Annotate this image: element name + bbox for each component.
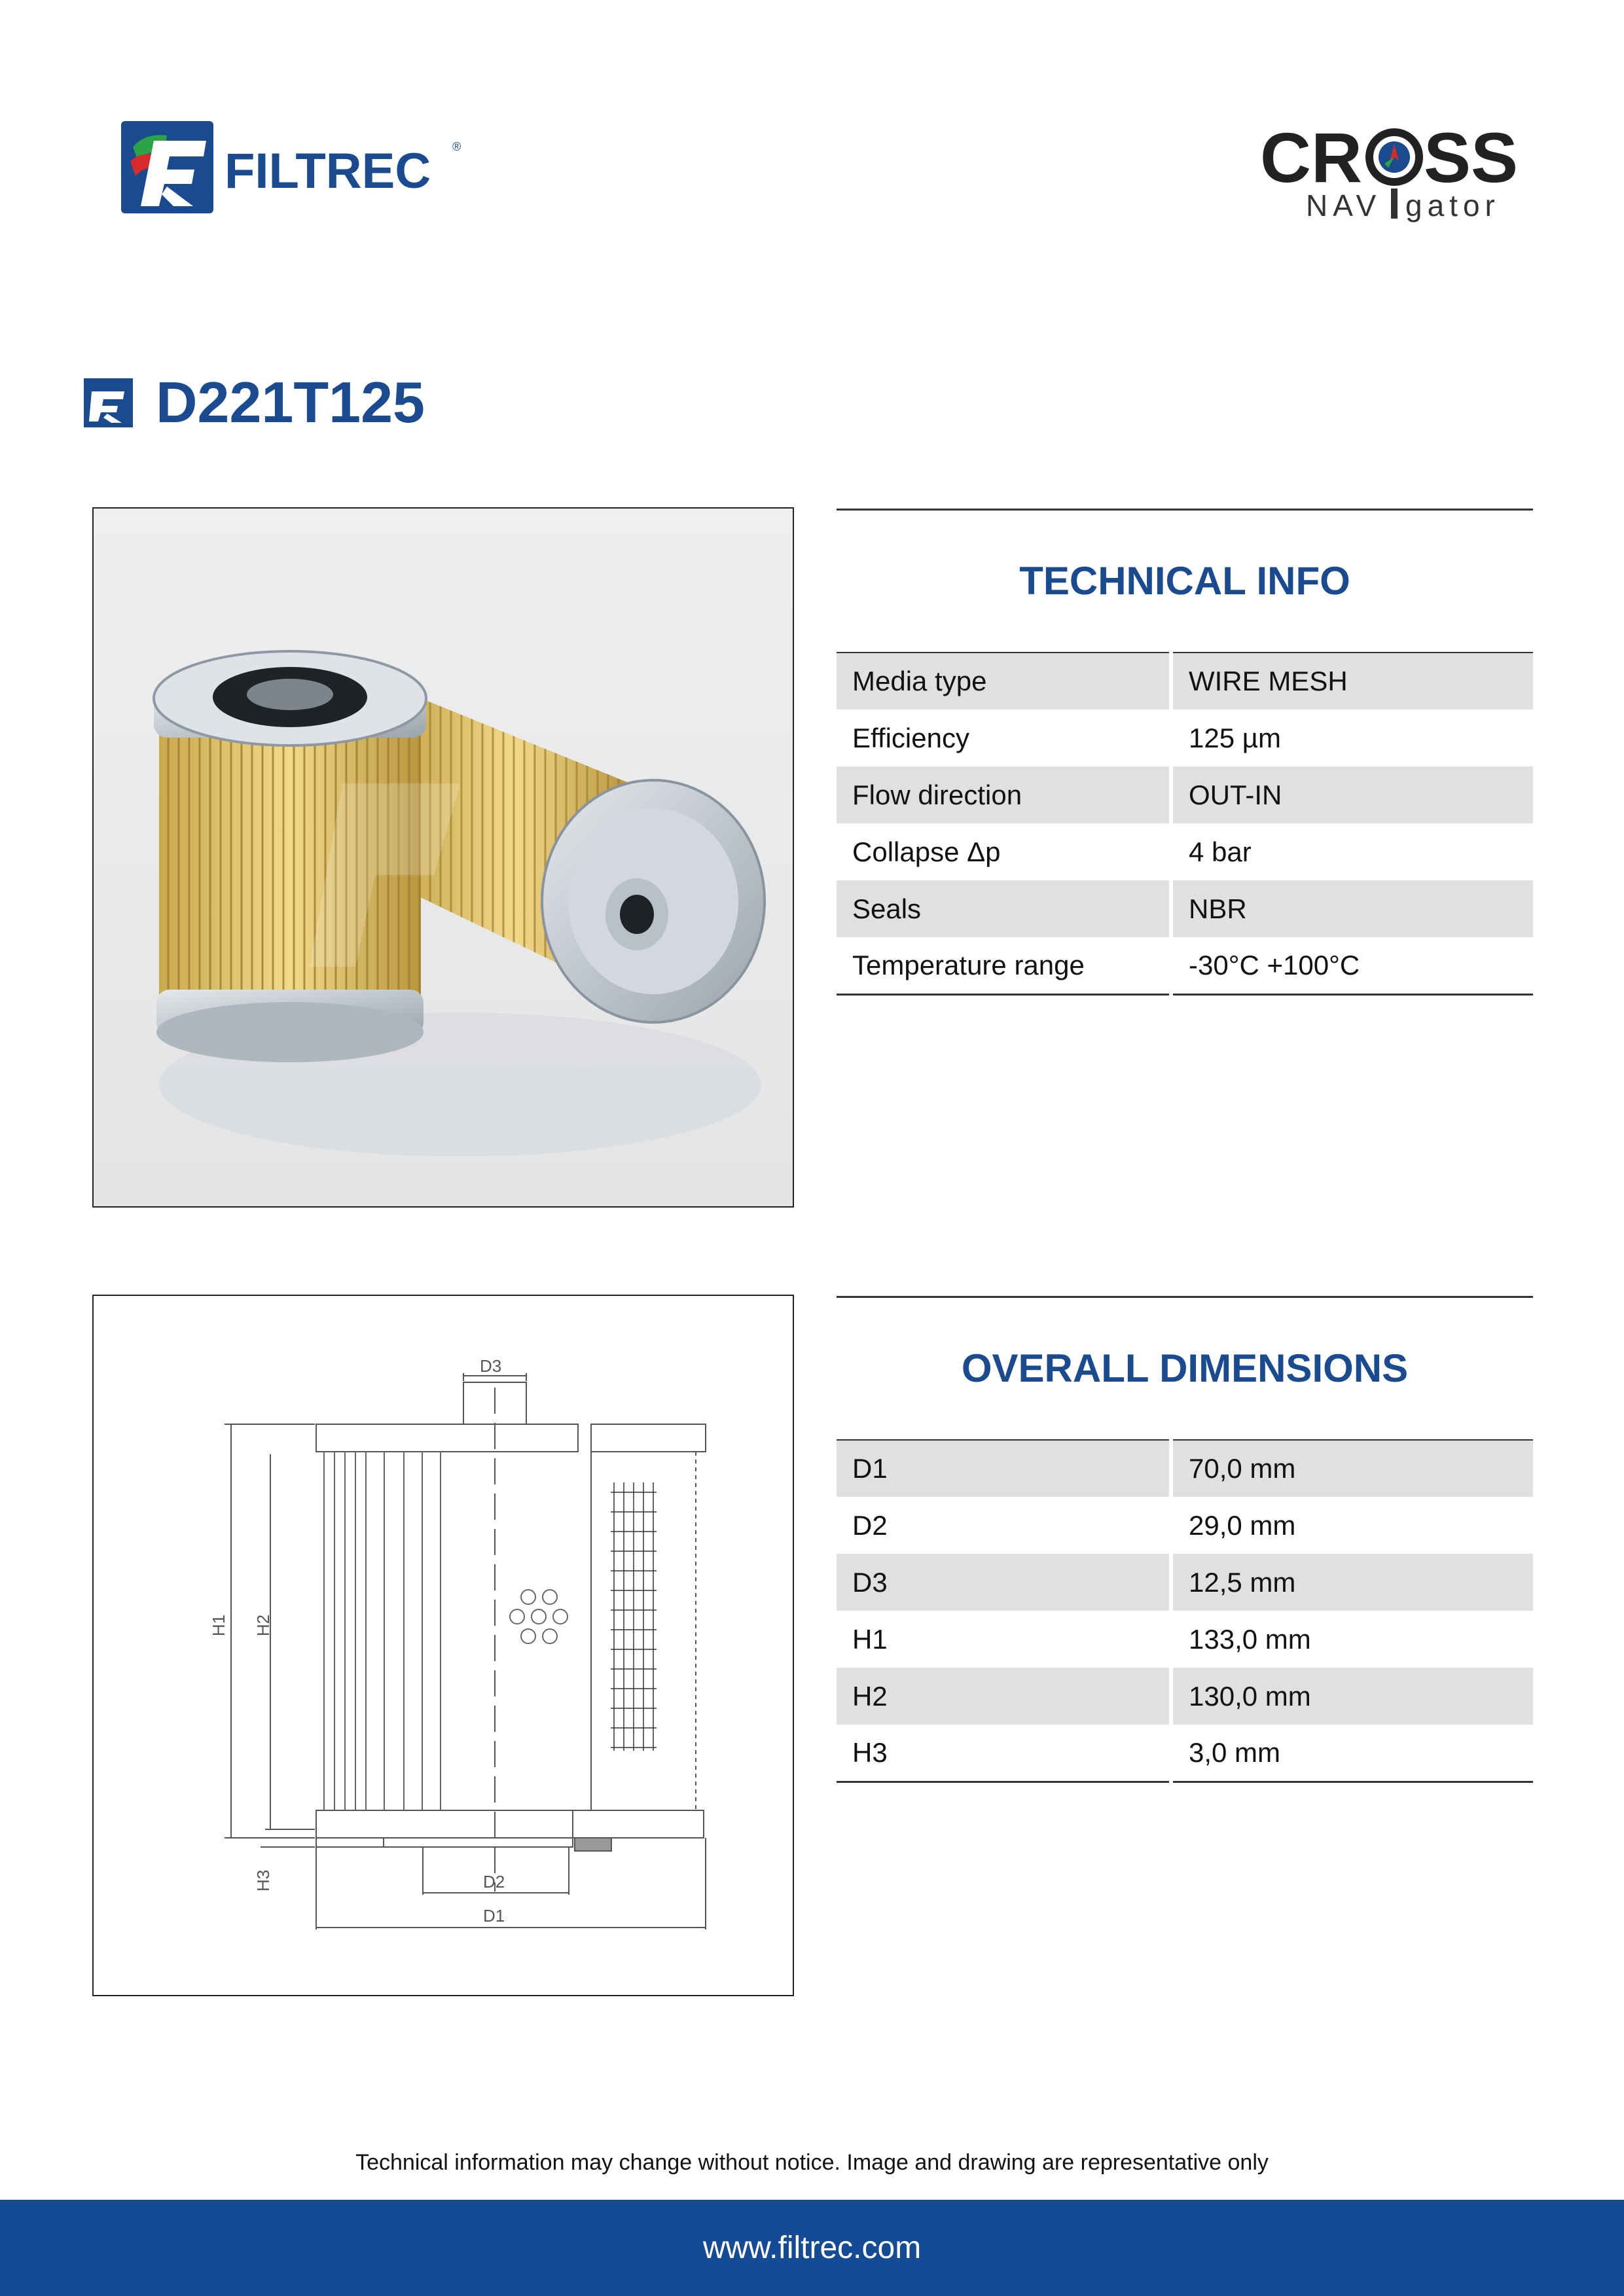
technical-info-table [837,652,1533,996]
disclaimer-text: Technical information may change without notice. Image and drawing are representative only [355,2150,1269,2175]
label-d2: D2 [483,1872,505,1892]
svg-text:gator: gator [1405,188,1500,223]
label-d1: D1 [483,1906,505,1926]
cross-navigator-logo [1260,118,1519,223]
label-h2: H2 [253,1614,273,1636]
label-d3: D3 [480,1356,502,1376]
label-h3: H3 [253,1869,273,1892]
brand-icon [84,378,133,427]
table-row: Seals NBR [837,880,1533,937]
technical-info-section [837,509,1533,996]
filtrec-logo [121,121,461,216]
footer-bar [0,2200,1624,2296]
table-row: Flow direction OUT-IN [837,766,1533,823]
svg-text:NAV: NAV [1306,188,1382,223]
dimensions-table [837,1439,1533,1783]
product-photo [92,507,794,1208]
table-row: H3 3,0 mm [837,1725,1533,1782]
technical-drawing [92,1295,794,1996]
svg-text:®: ® [452,140,461,153]
brand-name: FILTREC [225,143,431,199]
dimensions-section [837,1296,1533,1783]
table-row: Media type WIRE MESH [837,653,1533,709]
table-row: D1 70,0 mm [837,1440,1533,1497]
website-link[interactable]: www.filtrec.com [702,2231,922,2265]
table-row: H2 130,0 mm [837,1668,1533,1725]
table-row: D3 12,5 mm [837,1554,1533,1611]
product-code: D221T125 [156,370,425,435]
label-h1: H1 [209,1614,228,1636]
table-row: H1 133,0 mm [837,1611,1533,1668]
dimensions-heading: OVERALL DIMENSIONS [961,1346,1409,1390]
svg-text:SS: SS [1424,118,1519,197]
technical-info-heading: TECHNICAL INFO [1019,559,1350,603]
table-row: Collapse Δp 4 bar [837,823,1533,880]
table-row: Temperature range -30°C +100°C [837,937,1533,994]
table-row: Efficiency 125 µm [837,709,1533,766]
svg-text:CR: CR [1260,118,1362,197]
table-row: D2 29,0 mm [837,1497,1533,1554]
